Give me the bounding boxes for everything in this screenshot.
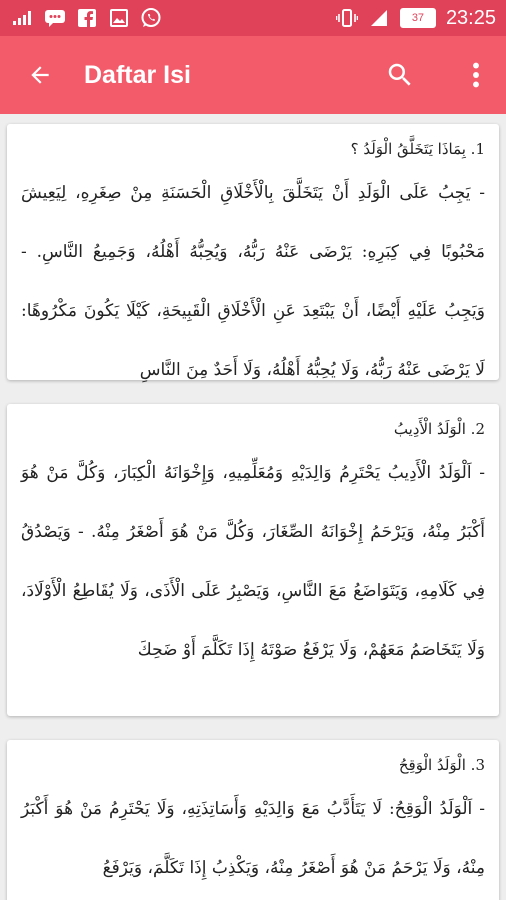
cell-signal-icon — [368, 7, 390, 29]
facebook-icon — [76, 7, 98, 29]
page-title: Daftar Isi — [84, 60, 191, 89]
whatsapp-icon — [140, 7, 162, 29]
list-item[interactable] — [7, 124, 499, 380]
app-bar-actions — [376, 51, 506, 99]
item-title: 2. الْوَلَدُ الْأَدِيبُ — [393, 420, 485, 438]
signal-icon — [12, 7, 34, 29]
back-arrow-icon[interactable] — [18, 53, 62, 97]
content-list[interactable] — [0, 114, 506, 900]
item-body: - اَلْوَلَدُ الْأَدِيبُ يَحْتَرِمُ وَالِدَيْهِ وَمُعَلِّمِيهِ، وَإِخْوَانَهُ الْكِبَارَ، وَكُلَّ مَنْ هُوَ أَكْبَرُ مِنْهُ، وَيَرْحَمُ إِخْوَانَهُ الصِّغَارَ، وَكُلَّ مَنْ هُوَ أَصْغَرُ مِنْهُ. - وَيَصْدُقُ فِي كَلَامِهِ، وَيَتَوَاضَعُ مَعَ النَّاسِ، وَيَصْبِرُ عَلَى الْأَذَى، وَلَا يُقَاطِعُ الْأَوْلَادَ، وَلَا يَتَخَاصَمُ مَعَهُمْ، وَلَا يَرْفَعُ صَوْتَهُ إِذَا تَكَلَّمَ أَوْ ضَحِكَ — [21, 463, 485, 660]
app-bar — [0, 36, 506, 114]
system-icons — [336, 7, 496, 30]
clock: 23:25 — [445, 6, 496, 29]
vibrate-icon — [336, 7, 358, 29]
search-icon[interactable] — [376, 51, 424, 99]
item-body: - يَجِبُ عَلَى الْوَلَدِ أَنْ يَتَخَلَّقَ بِالْأَخْلَاقِ الْحَسَنَةِ مِنْ صِغَرِهِ، لِيَعِيشَ مَحْبُوبًا فِي كِبَرِهِ: يَرْضَى عَنْهُ رَبُّهُ، وَيُحِبُّهُ أَهْلُهُ، وَجَمِيعُ النَّاسِ. - وَيَجِبُ عَلَيْهِ أَيْضًا، أَنْ يَبْتَعِدَ عَنِ الْأَخْلَاقِ الْقَبِيحَةِ، كَيْلَا يَكُونَ مَكْرُوهًا: لَا يَرْضَى عَنْهُ رَبُّهُ، وَلَا يُحِبُّهُ أَهْلُهُ، وَلَا أَحَدٌ مِنَ النَّاسِ — [21, 183, 485, 380]
image-icon — [108, 7, 130, 29]
messages-icon — [44, 7, 66, 29]
list-item[interactable] — [7, 740, 499, 900]
more-vert-icon[interactable] — [452, 51, 500, 99]
status-bar — [0, 0, 506, 36]
item-title: 1. بِمَاذَا يَتَخَلَّقُ الْوَلَدُ ؟ — [350, 140, 485, 158]
notification-icons — [12, 7, 162, 29]
item-title: 3. الْوَلَدُ الْوَقِحُ — [398, 756, 485, 774]
list-item[interactable] — [7, 404, 499, 716]
item-body: - اَلْوَلَدُ الْوَقِحُ: لَا يَتَأَدَّبُ مَعَ وَالِدَيْهِ وَأَسَاتِذَتِهِ، وَلَا يَحْتَرِمُ مَنْ هُوَ أَكْبَرُ مِنْهُ، وَلَا يَرْحَمُ مَنْ هُوَ أَصْغَرُ مِنْهُ، وَيَكْذِبُ إِذَا تَكَلَّمَ، وَيَرْفَعُ — [21, 799, 485, 878]
battery-icon: 37 — [400, 8, 436, 28]
